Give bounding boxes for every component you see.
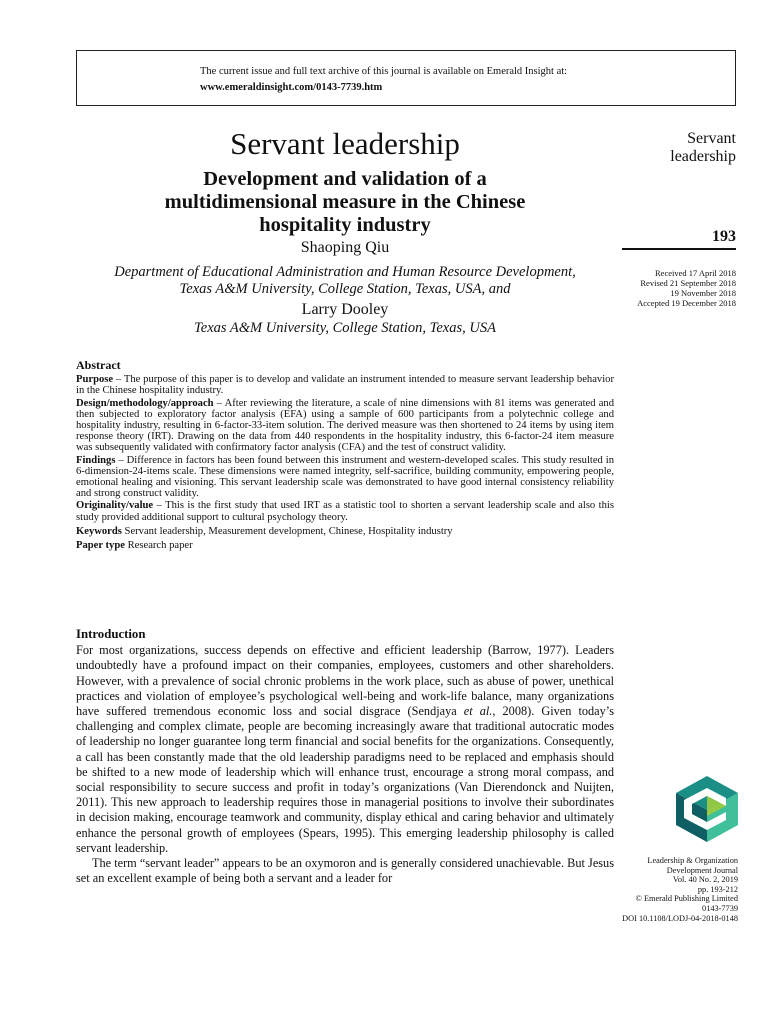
journal-line: Development Journal [666,865,738,875]
date-line: 19 November 2018 [670,288,736,298]
journal-line: Vol. 40 No. 2, 2019 [672,875,738,885]
page-number: 193 [712,228,736,245]
abstract-purpose: Purpose – The purpose of this paper is to develop and validate an instrument intended to measure servant leadership behavior in the Chinese hospitality industry. [76,374,614,397]
running-title: Servant leadership [670,130,736,165]
author-name: Larry Dooley [301,301,389,318]
abstract-keywords: Keywords Servant leadership, Measurement development, Chinese, Hospitality industry [76,525,453,537]
subtitle-line: multidimensional measure in the Chinese [164,191,526,213]
author-affiliation [76,264,614,298]
abstract-design: Design/methodology/approach – After reviewing the literature, a scale of nine dimensions with 81 items was generated and then subjected to exploratory factor analysis (EFA) using a sample of 600 participants from a polytechnic college and hospitality industry, resulting in 6-factor-33-item solution. The derived measure was then shortened to 24 items by using item response theory (IRT). Drawing on the data from 440 respondents in the hospitality industry, this 6-factor-24 item measure was subsequently validated with confirmatory factor analysis (CFA) and the test of construct validity. [76,397,614,454]
journal-availability-banner [76,50,736,106]
subtitle-line: Development and validation of a [203,168,487,190]
abstract-section [76,360,614,552]
sidebar-divider [622,248,736,250]
article-dates [610,268,736,308]
journal-line: DOI 10.1108/LODJ-04-2018-0148 [622,913,738,923]
banner-link[interactable]: www.emeraldinsight.com/0143-7739.htm [200,82,383,93]
paper-title: Servant leadership [230,126,460,161]
subtitle-line: hospitality industry [259,214,431,236]
body-paragraph: For most organizations, success depends on effective and efficient leadership (Barrow, 1977). Leaders undoubtedly have a profound impact on their companies, employees, customers and other shareholders. However, with a prevalence of social chronic problems in the work place, such as abuse of power, unethical practices and violation of employee’s psychological well-being and work-life balance, many organizations have suffered tremendous economic loss and social disgrace (Sendjaya et al., 2008). Given today’s challenging and complex climate, people are becoming increasingly aware that traditional autocratic modes of leadership no longer guarantee long term financial and social benefits for the organizations. Consequently, a call has been constantly made that the old leadership paradigms need to be replaced and emphasis should be shifted to a new mode of leadership which will enhance trust, encourage a strong moral compass, and social responsibility to secure success and profit in today’s organizations (Van Dierendonck and Nuijten, 2011). This new approach to leadership requires those in managerial positions to involve their subordinates in decision making, encourage teamwork and community, display ethical and caring behavior and ultimately enhance the personal growth of employees (Spears, 1995). This emerging leadership philosophy is called servant leadership. [76,643,614,855]
journal-line: pp. 193-212 [697,884,738,894]
author-name: Shaoping Qiu [300,239,390,256]
abstract-paper-type: Paper type Research paper [76,540,193,552]
introduction-section [76,627,614,886]
journal-line: © Emerald Publishing Limited [635,894,738,904]
journal-line: Leadership & Organization [647,856,738,865]
introduction-heading: Introduction [76,627,146,641]
affiliation-line: Texas A&M University, College Station, Texas, USA [194,320,496,336]
journal-line: 0143-7739 [702,903,738,913]
date-line: Received 17 April 2018 [655,268,736,278]
date-line: Revised 21 September 2018 [640,278,736,288]
abstract-originality: Originality/value – This is the first study that used IRT as a statistic tool to shorten a servant leadership scale and also this study provided additional support to cultural psychology theory. [76,500,614,523]
banner-text: The current issue and full text archive of this journal is available on Emerald Insight at: [200,66,568,77]
body-paragraph: The term “servant leader” appears to be an oxymoron and is generally considered unachievable. But Jesus set an excellent example of being both a servant and a leader for [76,856,614,886]
author-affiliation [76,320,614,337]
abstract-findings: Findings – Difference in factors has been found between this instrument and western-developed scales. This study resulted in 6-dimension-24-items scale. These dimensions were named integrity, self-sacrifice, building community, empowering people, emotional healing and visioning. This servant leadership scale was demonstrated to have good internal consistency reliability and strong construct validity. [76,454,614,500]
abstract-heading: Abstract [76,358,121,372]
date-line: Accepted 19 December 2018 [637,298,736,308]
journal-info [612,856,738,923]
emerald-logo-icon [676,776,738,842]
affiliation-line: Texas A&M University, College Station, Texas, USA, and [179,281,511,297]
paper-subtitle [76,168,614,237]
affiliation-line: Department of Educational Administration and Human Resource Development, [114,264,576,280]
